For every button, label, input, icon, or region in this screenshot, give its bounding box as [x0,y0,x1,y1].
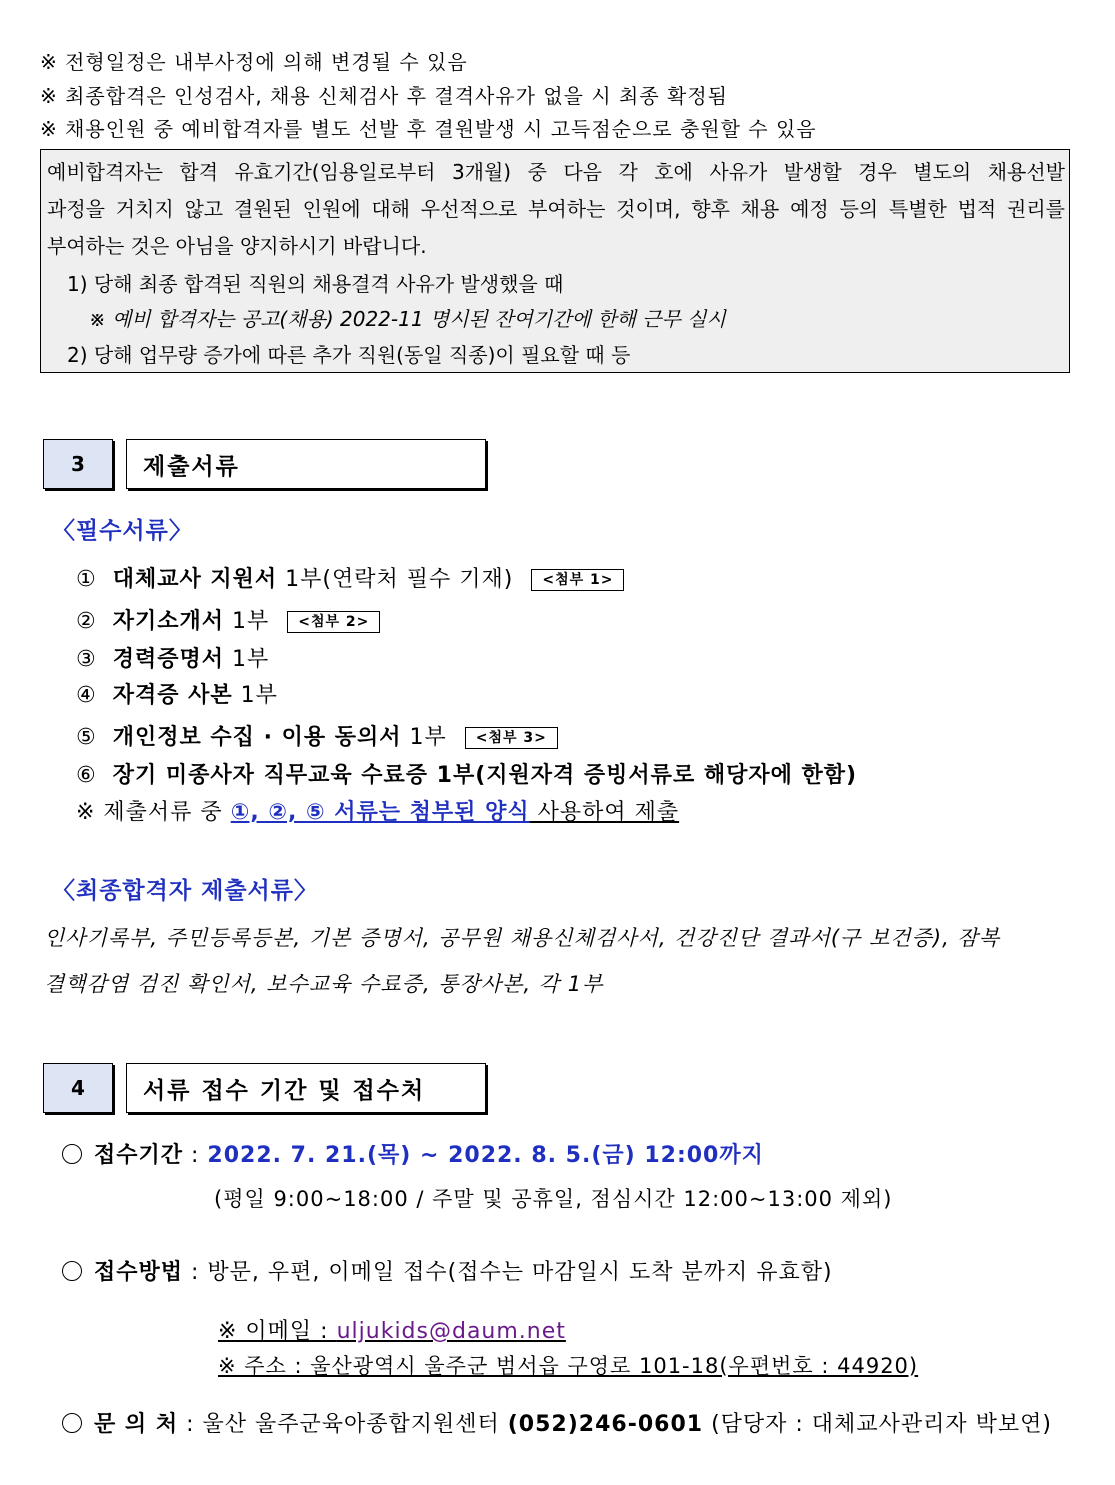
notice-schedule: ※ 전형일정은 내부사정에 의해 변경될 수 있음 [40,50,468,74]
doc-item-3 [76,642,269,673]
doc-item-3-num: ③ [76,647,97,672]
doc-item-1-attach-tag: <첨부 1> [531,569,624,591]
reserve-item-2: 2) 당해 업무량 증가에 따른 추가 직원(동일 직종)이 필요할 때 등 [67,343,631,367]
section-3-number: 3 [43,439,113,489]
doc-item-3-detail: 1부 [232,647,270,672]
section-4-number: 4 [43,1063,113,1113]
final-docs-heading: 〈최종합격자 제출서류〉 [52,878,318,904]
docs-form-note-prefix: ※ 제출서류 중 [76,800,231,825]
doc-item-5-num: ⑤ [76,725,97,750]
email-label: ※ 이메일 : [218,1319,337,1344]
doc-item-6-name: 장기 미종사자 직무교육 수료증 1부(지원자격 증빙서류로 해당자에 한함) [112,763,858,788]
email-link[interactable]: uljukids@daum.net [336,1319,566,1344]
email-line [218,1314,566,1345]
doc-item-1-num: ① [76,567,97,592]
section-4-title: 서류 접수 기간 및 접수처 [126,1063,486,1113]
doc-item-3-name: 경력증명서 [112,647,224,672]
doc-item-2 [76,604,380,635]
final-docs-line-2: 결핵감염 검진 확인서, 보수교육 수료증, 통장사본, 각 1부 [44,972,604,996]
reserve-line-1: 예비합격자는 합격 유효기간(임용일로부터 3개월) 중 다음 각 호에 사유가 발생할 경우 별도의 채용선발 [47,160,1065,184]
reserve-info-box [40,149,1070,373]
doc-item-2-name: 자기소개서 [112,609,224,634]
docs-form-note-highlight: ①, ②, ⑤ 서류는 첨부된 양식 [230,800,530,825]
notice-reserve: ※ 채용인원 중 예비합격자를 별도 선발 후 결원발생 시 고득점순으로 충원할 수 있음 [40,117,817,141]
contact-person: (담당자 : 대체교사관리자 박보연) [703,1412,1052,1437]
contact-org: 울산 울주군육아종합지원센터 [202,1412,508,1437]
reserve-line-3: 부여하는 것은 아님을 양지하시기 바랍니다. [47,234,427,258]
doc-item-5-detail: 1부 [409,725,447,750]
doc-item-4 [76,678,278,709]
receipt-period-note: (평일 9:00~18:00 / 주말 및 공휴일, 점심시간 12:00~13:00 제외) [214,1187,893,1211]
receipt-method-value: 방문, 우편, 이메일 접수(접수는 마감일시 도착 분까지 유효함) [207,1260,833,1285]
doc-item-5-attach-tag: <첨부 3> [465,727,558,749]
doc-item-4-num: ④ [76,683,97,708]
reserve-item-1: 1) 당해 최종 합격된 직원의 채용결격 사유가 발생했을 때 [67,272,564,296]
doc-item-4-name: 자격증 사본 [112,683,233,708]
doc-item-4-detail: 1부 [240,683,278,708]
docs-form-note [76,795,679,828]
doc-item-6 [76,758,857,789]
doc-item-1-name: 대체교사 지원서 [112,567,278,592]
contact-phone: (052)246-0601 [507,1412,704,1437]
circle-bullet-icon [62,1413,82,1433]
notice-final-pass: ※ 최종합격은 인성검사, 채용 신체검사 후 결격사유가 없을 시 최종 확정됨 [40,84,728,108]
doc-item-1-detail: 1부(연락처 필수 기재) [285,567,514,592]
receipt-period-row: 접수기간 : 2022. 7. 21.(목) ~ 2022. 8. 5.(금) 12:00까지 [62,1138,764,1169]
doc-item-2-detail: 1부 [232,609,270,634]
receipt-period-value: 2022. 7. 21.(목) ~ 2022. 8. 5.(금) 12:00까지 [207,1143,764,1168]
doc-item-1 [76,562,624,593]
reserve-item-1-note: ※ 예비 합격자는 공고(채용) 2022-11 명시된 잔여기간에 한해 근무 실시 [89,307,726,331]
required-docs-heading: 〈필수서류〉 [52,518,193,544]
receipt-period-label: 접수기간 [94,1143,184,1168]
circle-bullet-icon [62,1261,82,1281]
doc-item-2-attach-tag: <첨부 2> [287,611,380,633]
contact-label: 문 의 처 [94,1412,179,1437]
final-docs-line-1: 인사기록부, 주민등록등본, 기본 증명서, 공무원 채용신체검사서, 건강진단 결과서(구 보건증), 잠복 [44,926,1000,950]
section-3-title: 제출서류 [126,439,486,489]
doc-item-5-name: 개인정보 수집 · 이용 동의서 [112,725,402,750]
receipt-method-label: 접수방법 [94,1260,184,1285]
reserve-line-2: 과정을 거치지 않고 결원된 인원에 대해 우선적으로 부여하는 것이며, 향후 채용 예정 등의 특별한 법적 권리를 [47,197,1065,221]
address-line: ※ 주소 : 울산광역시 울주군 범서읍 구영로 101-18(우편번호 : 44920) [218,1354,919,1378]
doc-item-5 [76,720,558,751]
doc-item-6-num: ⑥ [76,763,97,788]
contact-row: 문 의 처 : 울산 울주군육아종합지원센터 (052)246-0601 (담당자 : 대체교사관리자 박보연) [62,1407,1052,1438]
docs-form-note-suffix: 사용하여 제출 [529,800,680,825]
circle-bullet-icon [62,1144,82,1164]
receipt-method-row: 접수방법 : 방문, 우편, 이메일 접수(접수는 마감일시 도착 분까지 유효함) [62,1255,833,1286]
doc-item-2-num: ② [76,609,97,634]
